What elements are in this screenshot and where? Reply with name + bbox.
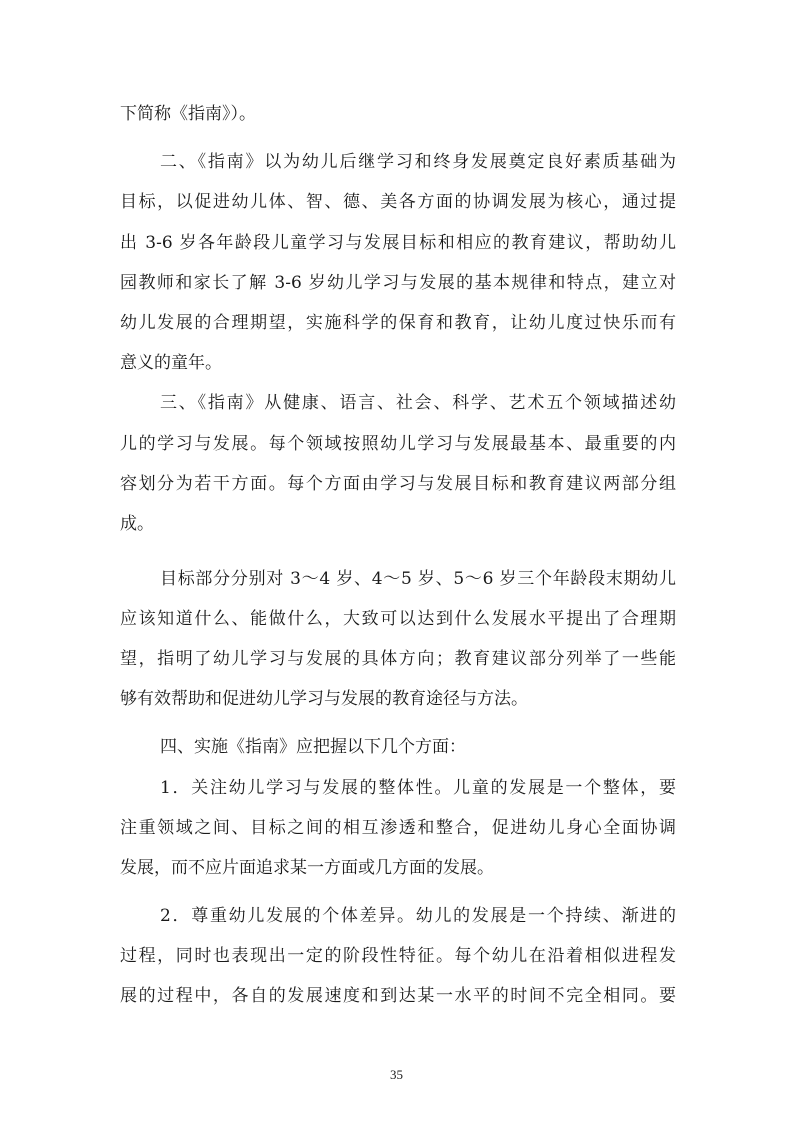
text-line: 二、《指南》以为幼儿后继学习和终身发展奠定良好素质基础为 bbox=[160, 152, 676, 172]
text-line: 出 3-6 岁各年龄段儿童学习与发展目标和相应的教育建议，帮助幼儿 bbox=[120, 233, 676, 253]
text-line: 应该知道什么、能做什么，大致可以达到什么发展水平提出了合理期 bbox=[120, 609, 676, 629]
text-line: 幼儿发展的合理期望，实施科学的保育和教育，让幼儿度过快乐而有 bbox=[120, 313, 676, 333]
text-line: 儿的学习与发展。每个领域按照幼儿学习与发展最基本、最重要的内 bbox=[120, 434, 676, 454]
text-line: 四、实施《指南》应把握以下几个方面： bbox=[160, 737, 466, 757]
text-line: 1．关注幼儿学习与发展的整体性。儿童的发展是一个整体，要 bbox=[160, 778, 676, 798]
text-line: 望，指明了幼儿学习与发展的具体方向；教育建议部分列举了一些能 bbox=[120, 649, 676, 669]
text-line: 过程，同时也表现出一定的阶段性特征。每个幼儿在沿着相似进程发 bbox=[120, 946, 676, 966]
text-line: 够有效帮助和促进幼儿学习与发展的教育途径与方法。 bbox=[120, 689, 528, 709]
text-line: 成。 bbox=[120, 514, 154, 534]
text-line: 注重领域之间、目标之间的相互渗透和整合，促进幼儿身心全面协调 bbox=[120, 818, 676, 838]
text-line: 三、《指南》从健康、语言、社会、科学、艺术五个领域描述幼 bbox=[160, 393, 676, 413]
text-line: 目标，以促进幼儿体、智、德、美各方面的协调发展为核心，通过提 bbox=[120, 192, 676, 212]
text-line: 展的过程中，各自的发展速度和到达某一水平的时间不完全相同。要 bbox=[120, 986, 676, 1006]
text-line: 园教师和家长了解 3-6 岁幼儿学习与发展的基本规律和特点，建立对 bbox=[120, 273, 676, 293]
page-number: 35 bbox=[390, 1067, 403, 1082]
text-line: 下简称《指南》）。 bbox=[120, 104, 256, 124]
text-line: 2．尊重幼儿发展的个体差异。幼儿的发展是一个持续、渐进的 bbox=[160, 906, 676, 926]
text-line: 发展，而不应片面追求某一方面或几方面的发展。 bbox=[120, 858, 494, 878]
text-line: 意义的童年。 bbox=[120, 353, 222, 373]
text-line: 目标部分分别对 3～4 岁、4～5 岁、5～6 岁三个年龄段末期幼儿 bbox=[160, 569, 676, 589]
text-line: 容划分为若干方面。每个方面由学习与发展目标和教育建议两部分组 bbox=[120, 474, 676, 494]
